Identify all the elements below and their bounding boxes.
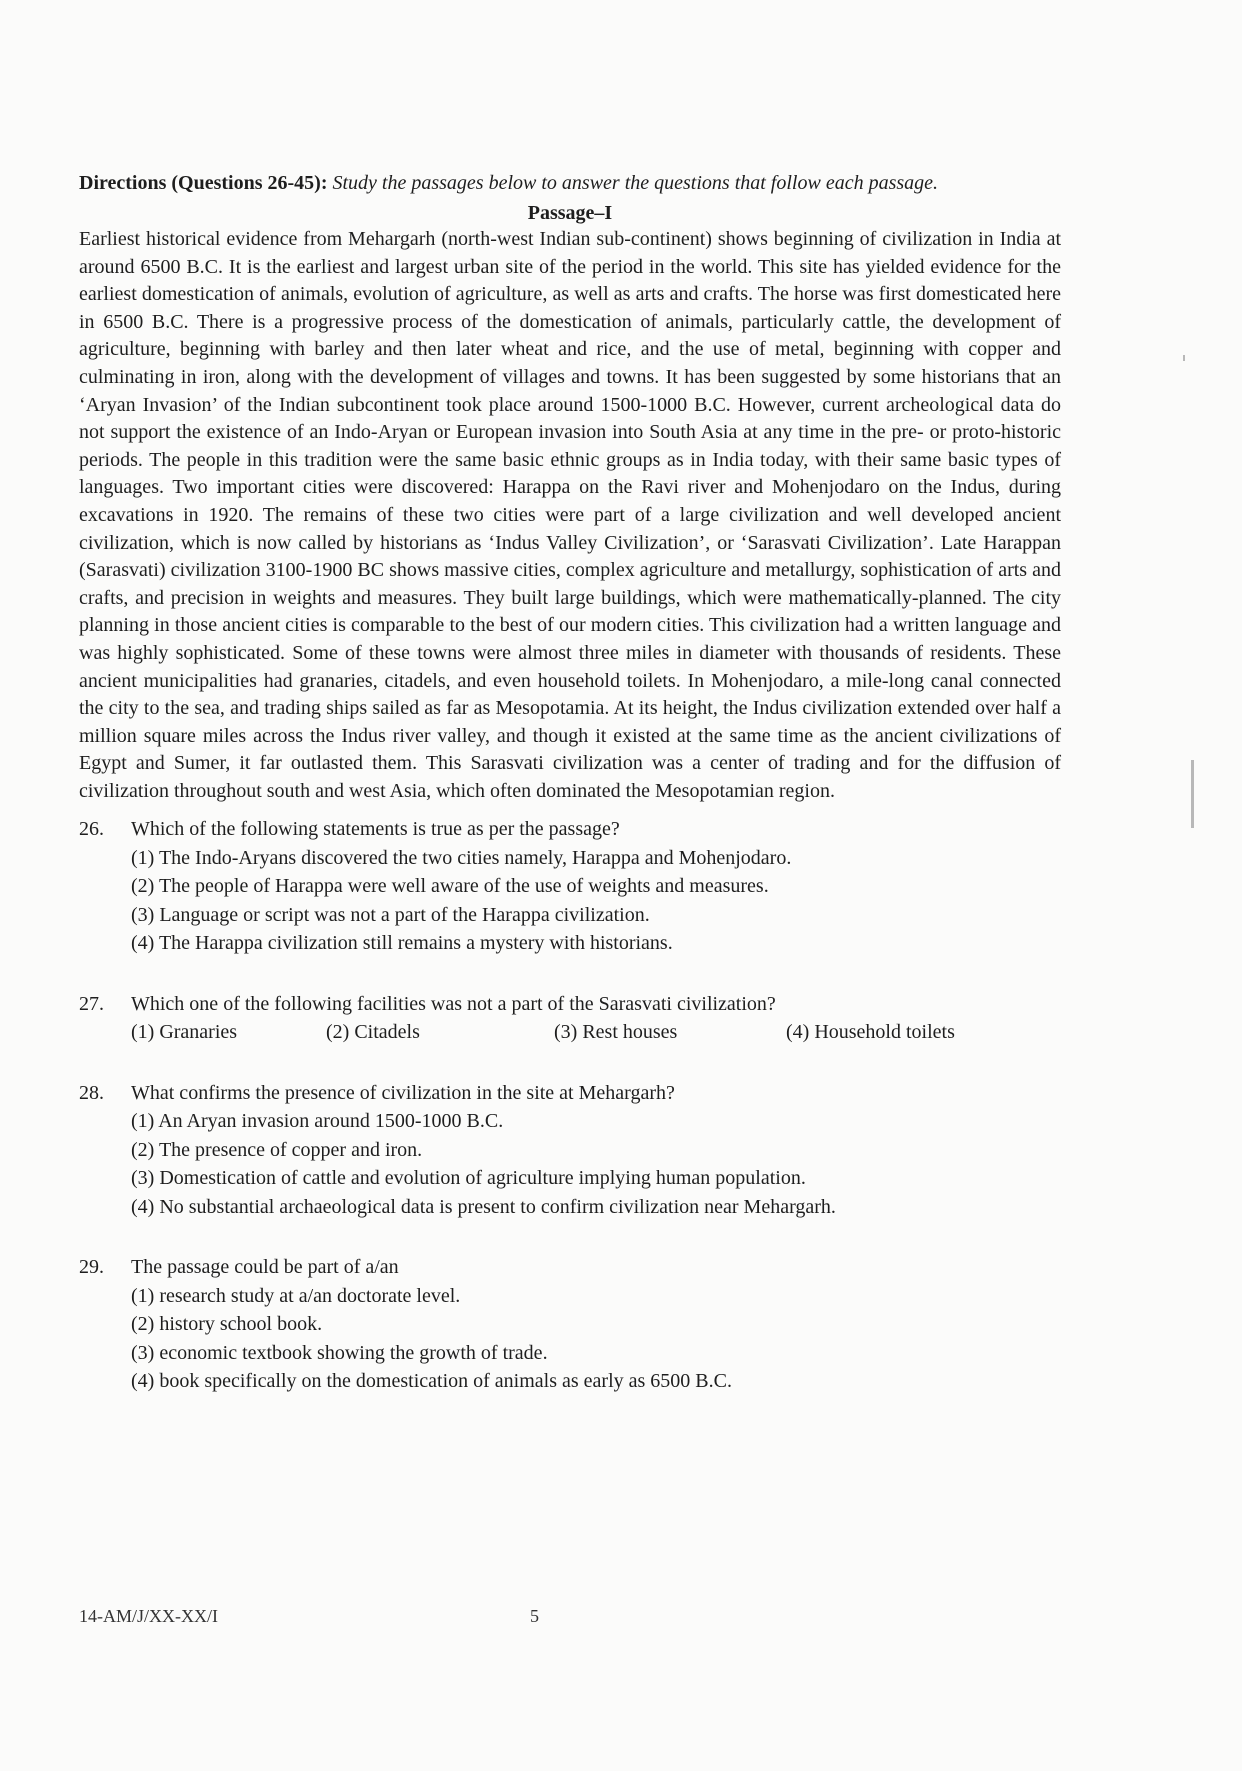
scan-artifact [1183, 355, 1185, 361]
question-number: 26. [79, 818, 104, 841]
option: (3) Domestication of cattle and evolution of agriculture implying human population. [131, 1167, 806, 1190]
directions-instruction: Study the passages below to answer the questions that follow each passage. [332, 172, 939, 194]
passage-text: Earliest historical evidence from Mehargarh (north-west Indian sub-continent) shows beginning of civilization in India at around 6500 B.C. It is the earliest and largest urban site of the period in the world. This site has yielded evidence for the earliest domestication of animals, evolution of agriculture, as well as arts and crafts. The horse was first domesticated here in 6500 B.C. There is a progressive process of the domestication of animals, particularly cattle, the development of agriculture, beginning with barley and then later wheat and rice, and the use of metal, beginning with copper and culminating in iron, along with the development of villages and towns. It has been suggested by some historians that an ‘Aryan Invasion’ of the Indian subcontinent took place around 1500-1000 B.C. However, current archeological data do not support the existence of an Indo-Aryan or European invasion into South Asia at any time in the pre- or proto-historic periods. The people in this tradition were the same basic ethnic groups as in India today, with their same basic types of languages. Two important cities were discovered: Harappa on the Ravi river and Mohenjodaro on the Indus, during excavations in 1920. The remains of these two cities were part of a large civilization and well developed ancient civilization, which is now called by historians as ‘Indus Valley Civilization’, or ‘Sarasvati Civilization’. Late Harappan (Sarasvati) civilization 3100-1900 BC shows massive cities, complex agriculture and metallurgy, sophistication of arts and crafts, and precision in weights and measures. They built large buildings, which were mathematically-planned. The city planning in those ancient cities is comparable to the best of our modern cities. This civilization had a written language and was highly sophisticated. Some of these towns were almost three miles in diameter with thousands of residents. These ancient municipalities had granaries, citadels, and even household toilets. In Mohenjodaro, a mile-long canal connected the city to the sea, and trading ships sailed as far as Mesopotamia. At its height, the Indus civilization extended over half a million square miles across the Indus river valley, and though it existed at the same time as the ancient civilizations of Egypt and Sumer, it far outlasted them. This Sarasvati civilization was a center of trading and for the diffusion of civilization throughout south and west Asia, which often dominated the Mesopotamian region. [79, 228, 1061, 802]
question-stem: What confirms the presence of civilization in the site at Mehargarh? [131, 1081, 675, 1104]
option: (1) The Indo-Aryans discovered the two cities namely, Harappa and Mohenjodaro. [131, 846, 792, 869]
option: (3) Language or script was not a part of the Harappa civilization. [131, 903, 650, 926]
directions [79, 170, 1061, 197]
option: (2) The people of Harappa were well aware of the use of weights and measures. [131, 875, 769, 898]
paper-code: 14-AM/J/XX-XX/I [79, 1606, 218, 1626]
passage-title: Passage–I [527, 202, 613, 224]
question-number: 27. [79, 992, 104, 1015]
question-stem: Which one of the following facilities was not a part of the Sarasvati civilization? [131, 992, 776, 1015]
page-number: 5 [530, 1606, 539, 1626]
option: (3) Rest houses [554, 1021, 678, 1044]
option: (4) Household toilets [786, 1021, 955, 1044]
exam-page [79, 170, 1061, 1396]
option: (4) No substantial archaeological data is present to confirm civilization near Mehargarh. [131, 1195, 836, 1218]
option: (1) An Aryan invasion around 1500-1000 B.C. [131, 1110, 504, 1133]
question-stem: The passage could be part of a/an [131, 1256, 399, 1279]
option: (1) research study at a/an doctorate level. [131, 1284, 461, 1307]
option: (2) Citadels [326, 1021, 420, 1044]
question-28 [79, 1079, 1061, 1222]
question-number: 28. [79, 1081, 104, 1104]
option: (4) book specifically on the domestication of animals as early as 6500 B.C. [131, 1370, 732, 1393]
question-27 [79, 990, 1061, 1047]
question-number: 29. [79, 1256, 104, 1279]
question-29 [79, 1253, 1061, 1396]
option: (4) The Harappa civilization still remains a mystery with historians. [131, 932, 673, 955]
option: (2) The presence of copper and iron. [131, 1138, 423, 1161]
option: (1) Granaries [131, 1021, 238, 1044]
option: (3) economic textbook showing the growth of trade. [131, 1341, 548, 1364]
directions-lead: Directions (Questions 26-45): [79, 172, 328, 194]
question-stem: Which of the following statements is true as per the passage? [131, 818, 620, 841]
option: (2) history school book. [131, 1313, 323, 1336]
question-26 [79, 815, 1061, 958]
scan-artifact [1191, 760, 1194, 828]
